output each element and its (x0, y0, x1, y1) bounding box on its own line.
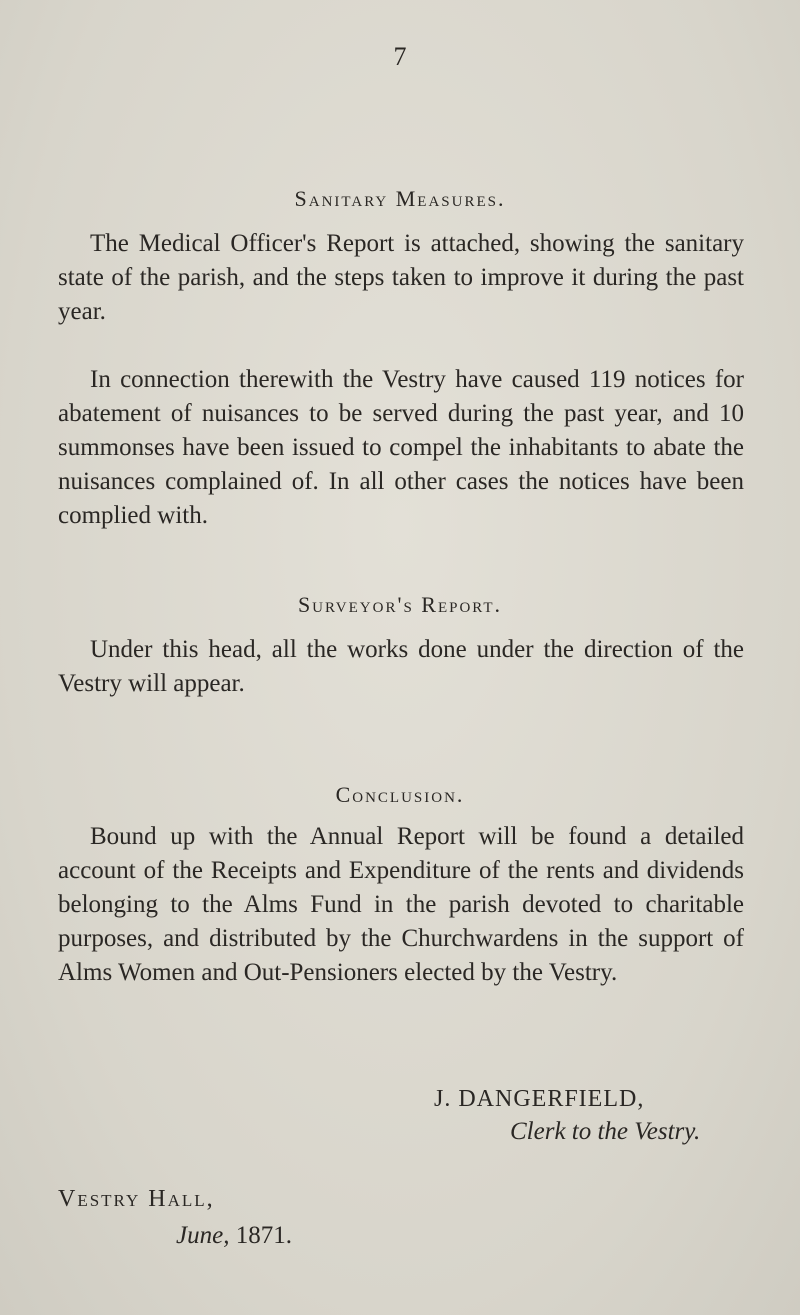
signature-name: J. DANGERFIELD, (434, 1086, 645, 1112)
page-number: 7 (393, 42, 407, 71)
surveyor-paragraph-text: Under this head, all the works done under the direction of the Vestry will appear. (58, 636, 744, 697)
date-year: 1871. (235, 1222, 292, 1249)
signature-title: Clerk to the Vestry. (510, 1118, 701, 1145)
date-line (176, 1222, 292, 1250)
conclusion-paragraph-text: Bound up with the Annual Report will be found a detailed account of the Receipts and Expenditure of the rents and dividends belonging to the Alms Fund in the parish devoted to charitable purposes, and distributed by the Churchwardens in the support of Alms Women and Out-Pensioners elected by the Vestry. (58, 823, 744, 986)
place-line: Vestry Hall, (58, 1186, 215, 1212)
section-heading-conclusion: Conclusion. (335, 782, 465, 807)
section-heading-sanitary: Sanitary Measures. (294, 186, 506, 211)
sanitary-paragraph-1 (58, 227, 744, 329)
sanitary-paragraph-1-text: The Medical Officer's Report is attached, showing the sanitary state of the parish, and the steps taken to improve it during the past year. (58, 230, 744, 325)
sanitary-paragraph-2 (58, 363, 744, 533)
conclusion-paragraph (58, 820, 744, 990)
sanitary-paragraph-2-text: In connection therewith the Vestry have caused 119 notices for abatement of nuisances to be served during the past year, and 10 summonses have been issued to compel the inhabitants to abate the nuisances complained of. In all other cases the notices have been complied with. (58, 366, 744, 529)
section-heading-surveyor: Surveyor's Report. (297, 592, 503, 617)
surveyor-paragraph (58, 633, 744, 701)
date-month: June, (176, 1222, 230, 1249)
